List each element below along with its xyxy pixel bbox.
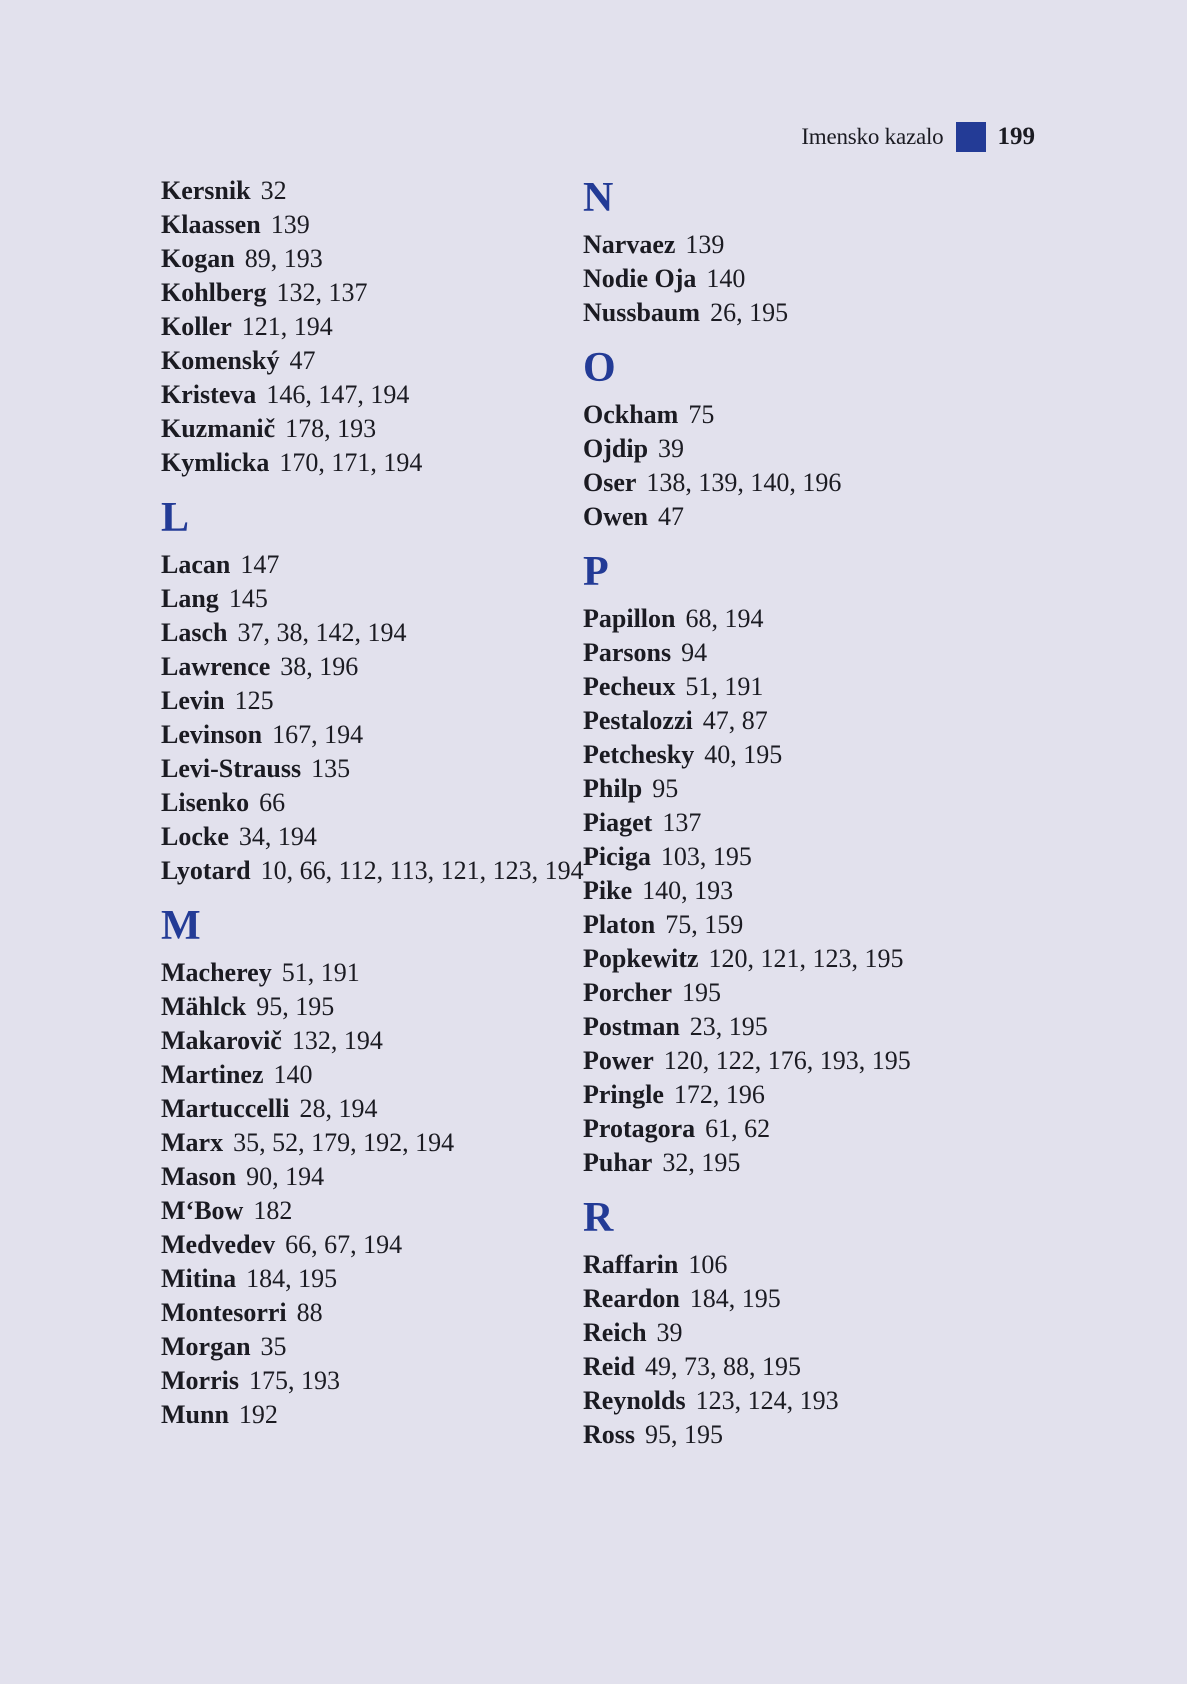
index-entry-name: Macherey (161, 958, 272, 987)
index-entry-pages: 35, 52, 179, 192, 194 (233, 1128, 455, 1157)
index-entry-name: Levinson (161, 720, 263, 749)
index-entry-name: Lang (161, 584, 219, 613)
index-entry-name: Montesorri (161, 1298, 287, 1327)
index-entry-pages: 184, 195 (689, 1284, 781, 1313)
index-entry-pages: 140 (706, 264, 746, 293)
index-entry-pages: 121, 194 (241, 312, 333, 341)
index-entry-pages: 94 (681, 638, 708, 667)
index-entry-pages: 184, 195 (246, 1264, 338, 1293)
index-entry-pages: 120, 122, 176, 193, 195 (663, 1046, 911, 1075)
index-entry (161, 1024, 584, 1058)
index-entry-pages: 167, 194 (272, 720, 364, 749)
index-entry-name: Power (583, 1046, 654, 1075)
index-entry-name: Owen (583, 502, 648, 531)
index-entry-name: Postman (583, 1012, 680, 1041)
index-entry-pages: 49, 73, 88, 195 (645, 1352, 801, 1381)
index-entry-pages: 170, 171, 194 (279, 448, 423, 477)
index-entry-pages: 88 (296, 1298, 323, 1327)
index-entry-name: Lyotard (161, 856, 251, 885)
index-entry (161, 1228, 584, 1262)
index-entry-name: Ockham (583, 400, 679, 429)
index-entry-name: Lisenko (161, 788, 250, 817)
index-entry-pages: 47 (658, 502, 684, 531)
index-entry-pages: 47, 87 (702, 706, 768, 735)
index-entry-pages: 140, 193 (642, 876, 734, 905)
index-entry-name: Mason (161, 1162, 237, 1191)
index-entry (161, 208, 584, 242)
index-entry-pages: 95, 195 (256, 992, 335, 1021)
index-entry-pages: 139 (685, 230, 725, 259)
index-entry (583, 398, 911, 432)
index-entry-name: Martinez (161, 1060, 264, 1089)
index-entry-name: Reid (583, 1352, 635, 1381)
index-entry (161, 684, 584, 718)
index-entry-name: Pecheux (583, 672, 676, 701)
index-entry-pages: 145 (228, 584, 268, 613)
index-entry-pages: 192 (238, 1400, 278, 1429)
index-group-m (161, 956, 584, 1432)
index-entry (583, 840, 911, 874)
index-entry-name: Papillon (583, 604, 676, 633)
index-entry (161, 990, 584, 1024)
index-entry-pages: 39 (656, 1318, 683, 1347)
index-entry (161, 1126, 584, 1160)
index-entry (583, 1350, 911, 1384)
index-entry-pages: 132, 137 (276, 278, 368, 307)
index-entry (583, 1282, 911, 1316)
index-letter-heading: N (583, 175, 614, 221)
index-entry-name: Levi-Strauss (161, 754, 302, 783)
index-entry-pages: 103, 195 (660, 842, 752, 871)
index-entry-name: Kymlicka (161, 448, 270, 477)
index-entry (161, 616, 584, 650)
index-entry-name: Protagora (583, 1114, 696, 1143)
index-group-l (161, 548, 584, 888)
index-entry-pages: 68, 194 (685, 604, 764, 633)
index-entry (583, 1248, 911, 1282)
index-entry-pages: 125 (234, 686, 274, 715)
index-entry-name: Lasch (161, 618, 228, 647)
index-entry (583, 296, 911, 330)
index-entry-pages: 137 (662, 808, 702, 837)
index-entry-pages: 39 (658, 434, 685, 463)
index-entry-pages: 90, 194 (246, 1162, 325, 1191)
index-entry-name: Philp (583, 774, 643, 803)
index-entry-name: Makarovič (161, 1026, 282, 1055)
index-entry-pages: 32 (260, 176, 287, 205)
index-entry-name: Mählck (161, 992, 247, 1021)
index-entry-pages: 61, 62 (705, 1114, 771, 1143)
index-entry (161, 1398, 584, 1432)
index-entry (161, 378, 584, 412)
index-entry (161, 174, 584, 208)
index-entry-name: Oser (583, 468, 637, 497)
index-entry-name: Klaassen (161, 210, 261, 239)
index-entry (161, 1262, 584, 1296)
index-entry-name: Pringle (583, 1080, 664, 1109)
index-entry-name: Pike (583, 876, 633, 905)
index-entry-name: Kohlberg (161, 278, 267, 307)
index-entry (161, 1058, 584, 1092)
index-entry-name: Nussbaum (583, 298, 701, 327)
index-entry (583, 704, 911, 738)
index-entry (583, 636, 911, 670)
index-entry (161, 1330, 584, 1364)
index-entry-pages: 28, 194 (299, 1094, 378, 1123)
index-entry (161, 1092, 584, 1126)
index-group-p (583, 602, 911, 1180)
index-entry-name: Puhar (583, 1148, 653, 1177)
index-entry (161, 718, 584, 752)
index-entry (583, 942, 911, 976)
index-entry (583, 602, 911, 636)
index-entry-name: Kersnik (161, 176, 251, 205)
index-entry-pages: 40, 195 (704, 740, 783, 769)
index-entry-name: Reynolds (583, 1386, 686, 1415)
index-entry-pages: 51, 191 (685, 672, 764, 701)
index-column-right (583, 168, 911, 1452)
index-entry-name: Ojdip (583, 434, 649, 463)
index-entry-name: Morris (161, 1366, 239, 1395)
index-entry-pages: 35 (260, 1332, 287, 1361)
index-entry (583, 1010, 911, 1044)
index-entry (583, 1146, 911, 1180)
index-entry-name: Lacan (161, 550, 231, 579)
index-entry (161, 582, 584, 616)
index-entry (161, 276, 584, 310)
index-entry-name: Reich (583, 1318, 647, 1347)
index-entry-pages: 123, 124, 193 (695, 1386, 839, 1415)
index-entry-pages: 138, 139, 140, 196 (646, 468, 842, 497)
index-entry-name: Komenský (161, 346, 280, 375)
index-group-o (583, 398, 911, 534)
index-entry-pages: 37, 38, 142, 194 (237, 618, 407, 647)
index-entry-pages: 178, 193 (285, 414, 377, 443)
index-entry-pages: 89, 193 (244, 244, 323, 273)
index-entry-name: Reardon (583, 1284, 680, 1313)
index-entry-pages: 66 (259, 788, 286, 817)
index-column-left (161, 174, 584, 1432)
index-letter-heading: L (161, 495, 190, 541)
index-entry (161, 242, 584, 276)
index-entry-name: Marx (161, 1128, 224, 1157)
index-entry (583, 738, 911, 772)
index-entry (583, 1418, 911, 1452)
index-entry-name: M‘Bow (161, 1196, 244, 1225)
index-entry-pages: 66, 67, 194 (285, 1230, 403, 1259)
index-entry-pages: 75, 159 (665, 910, 744, 939)
index-entry-name: Morgan (161, 1332, 251, 1361)
index-entry-name: Kristeva (161, 380, 257, 409)
index-entry-name: Piciga (583, 842, 651, 871)
index-entry (161, 548, 584, 582)
header-square-marker (956, 122, 986, 152)
index-entry-pages: 75 (688, 400, 715, 429)
index-entry-name: Martuccelli (161, 1094, 290, 1123)
index-entry (161, 752, 584, 786)
index-entry (161, 786, 584, 820)
index-entry-pages: 120, 121, 123, 195 (708, 944, 904, 973)
index-entry (583, 1316, 911, 1350)
index-entry-name: Popkewitz (583, 944, 699, 973)
index-entry (161, 446, 584, 480)
index-entry-pages: 139 (270, 210, 310, 239)
index-entry (583, 908, 911, 942)
index-entry (583, 1384, 911, 1418)
index-entry-pages: 34, 194 (238, 822, 317, 851)
index-group-r (583, 1248, 911, 1452)
index-entry (583, 1044, 911, 1078)
index-entry-pages: 47 (289, 346, 316, 375)
index-entry (161, 1160, 584, 1194)
index-entry (583, 432, 911, 466)
index-entry-pages: 10, 66, 112, 113, 121, 123, 194 (260, 856, 584, 885)
index-entry-name: Locke (161, 822, 229, 851)
index-entry (161, 650, 584, 684)
index-entry-pages: 175, 193 (248, 1366, 340, 1395)
index-entry-name: Parsons (583, 638, 672, 667)
index-entry (161, 412, 584, 446)
index-entry-pages: 182 (253, 1196, 293, 1225)
index-entry-name: Narvaez (583, 230, 676, 259)
index-entry-pages: 140 (273, 1060, 313, 1089)
index-entry (161, 1296, 584, 1330)
index-entry (583, 1078, 911, 1112)
index-entry (161, 820, 584, 854)
index-entry (583, 466, 911, 500)
index-group-k (161, 174, 584, 480)
running-header-title: Imensko kazalo (801, 124, 944, 149)
index-entry-name: Petchesky (583, 740, 695, 769)
index-letter-heading: R (583, 1195, 614, 1241)
index-entry (583, 772, 911, 806)
index-entry-pages: 132, 194 (291, 1026, 383, 1055)
index-letter-heading: M (161, 903, 201, 949)
index-entry-pages: 135 (311, 754, 351, 783)
index-entry-name: Raffarin (583, 1250, 679, 1279)
index-entry (161, 344, 584, 378)
index-entry-name: Pestalozzi (583, 706, 693, 735)
index-entry (161, 854, 584, 888)
index-entry (161, 310, 584, 344)
index-entry-name: Koller (161, 312, 232, 341)
index-entry-pages: 23, 195 (689, 1012, 768, 1041)
index-entry (161, 1364, 584, 1398)
index-entry (583, 262, 911, 296)
index-entry-name: Medvedev (161, 1230, 276, 1259)
index-entry-name: Kogan (161, 244, 235, 273)
index-entry-pages: 95, 195 (645, 1420, 724, 1449)
index-entry-name: Porcher (583, 978, 673, 1007)
index-entry-name: Mitina (161, 1264, 237, 1293)
index-entry-pages: 146, 147, 194 (266, 380, 410, 409)
index-entry-pages: 106 (688, 1250, 728, 1279)
index-entry (583, 500, 911, 534)
running-header (801, 122, 1035, 152)
index-entry-pages: 26, 195 (710, 298, 789, 327)
index-entry-pages: 172, 196 (673, 1080, 765, 1109)
index-entry (583, 1112, 911, 1146)
index-entry (583, 976, 911, 1010)
index-group-n (583, 228, 911, 330)
index-entry-pages: 195 (682, 978, 722, 1007)
index-entry-pages: 147 (240, 550, 280, 579)
index-entry-name: Lawrence (161, 652, 271, 681)
index-entry-name: Munn (161, 1400, 229, 1429)
index-letter-heading: O (583, 345, 616, 391)
index-entry (583, 806, 911, 840)
index-entry (583, 228, 911, 262)
index-entry-pages: 32, 195 (662, 1148, 741, 1177)
index-entry-name: Kuzmanič (161, 414, 276, 443)
page-number: 199 (997, 123, 1035, 150)
index-entry-name: Platon (583, 910, 656, 939)
index-entry-name: Ross (583, 1420, 636, 1449)
index-entry-name: Nodie Oja (583, 264, 697, 293)
index-entry (161, 1194, 584, 1228)
index-entry (161, 956, 584, 990)
index-entry (583, 670, 911, 704)
index-entry-pages: 38, 196 (280, 652, 359, 681)
index-entry-pages: 95 (652, 774, 679, 803)
index-entry-name: Piaget (583, 808, 653, 837)
index-entry (583, 874, 911, 908)
index-entry-name: Levin (161, 686, 225, 715)
index-letter-heading: P (583, 549, 609, 595)
index-entry-pages: 51, 191 (281, 958, 360, 987)
